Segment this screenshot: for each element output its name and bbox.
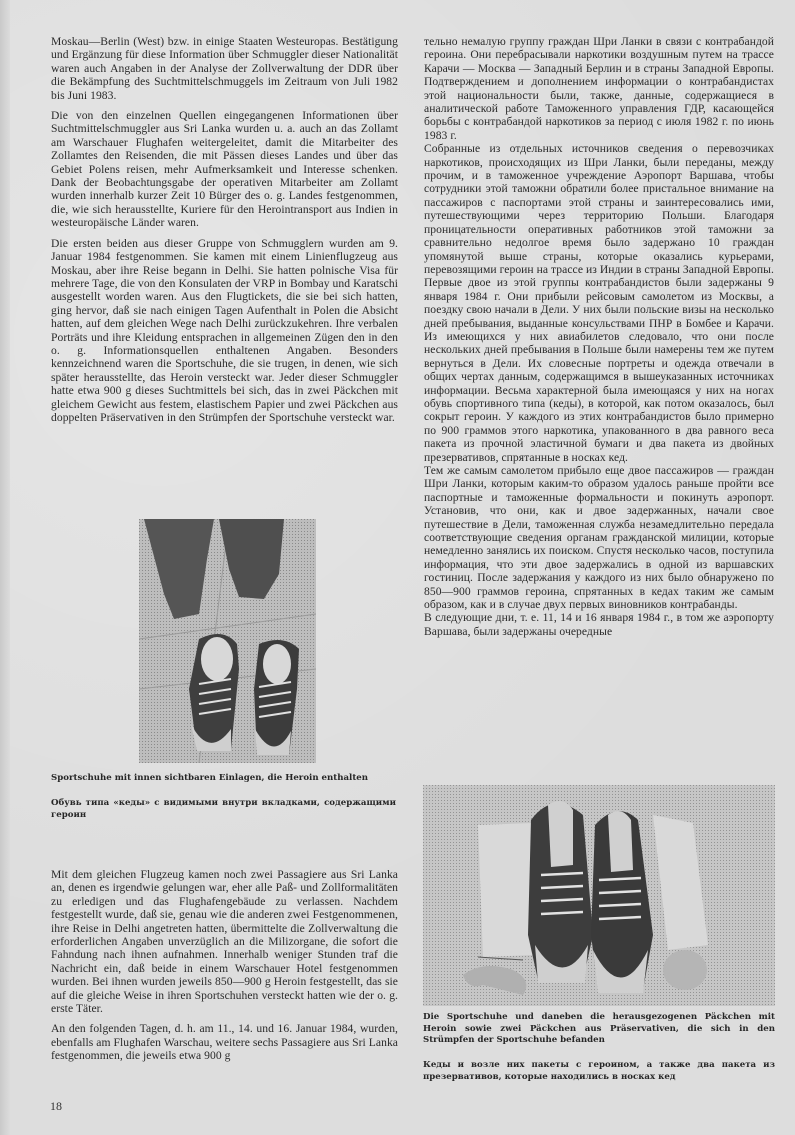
right-column-text	[424, 35, 774, 638]
photo-sneakers-worn	[139, 519, 316, 763]
paragraph: Die von den einzelnen Quellen eingegangenen Informationen über Suchtmittelschmuggler aus Sri Lanka wurden u. a. auch an das Zollamt am Warschauer Flughafen weitergeleitet, damit die Mitarbeiter des Zollamtes den Reisenden, die mit Pässen dieses Landes und über das Gebiet Polens reisen, mehr Aufmerksamkeit und Interesse schenken. Dank der Beobachtungsgabe der operativen Mitarbeiter am Zollamt wurden innerhalb kurzer Zeit 10 Bürger des o. g. Landes festgenommen, die, wie sich herausstellte, Kuriere für den Herointransport aus Indien in westeuropäische Länder waren.	[51, 109, 398, 230]
paragraph: Собранные из отдельных источников сведения о перевозчиках наркотиков, происходящих из Шри Ланки, были переданы, между прочим, и в таможенное учреждение Аэропорт Варшава, чтобы сотрудники этой таможни обратили более пристальное внимание на пассажиров с паспортами этой страны и заинтересовались ими, путешествующими через территорию Польши. Благодаря проницательности оперативных работников этой таможни за сравнительно недолгое время было задержано 10 граждан упомянутой выше страны, которые оказались курьерами, перевозящими героин на трассе из Индии в страны Западной Европы.	[424, 142, 774, 276]
paragraph: тельно немалую группу граждан Шри Ланки в связи с контрабандой героина. Они перебрасывали наркотики воздушным путем на трассе Карачи — Москва — Западный Берлин и в страны Западной Европы. Подтверждением и дополнением информации о контрабандистах этой национальности были, также, данные, содержащиеся в аналитической работе Таможенного управления ГДР, касающейся борьбы с контрабандой наркотиков за период с июля 1982 г. по июнь 1983 г.	[424, 35, 774, 142]
page-binding-edge	[0, 0, 10, 1135]
left-column-top-text	[51, 35, 398, 424]
paragraph: Mit dem gleichen Flugzeug kamen noch zwei Passagiere aus Sri Lanka an, denen es irgendwie gelungen war, eher alle Paß- und Zollformalitäten zu erledigen und das Flughafengebäude zu verlassen. Nachdem festgestellt wurde, daß sie, genau wie die anderen zwei Festgenommenen, ihre Reise in Delhi angetreten hatten, übermittelte die Zollverwaltung die erforderlichen Angaben unverzüglich an die Milizorgane, die sofort die Fahndung nach ihnen aufnahmen. Innerhalb weniger Stunden traf die Nachricht ein, daß beide in einem Warschauer Hotel festgenommen wurden. Bei ihnen wurden jeweils 850—900 g Heroin festgestellt, das sie auf die gleiche Weise in ihren Sportschuhen versteckt hatten wie der o. g. erste Täter.	[51, 868, 398, 1016]
paragraph: Moskau—Berlin (West) bzw. in einige Staaten Westeuropas. Bestätigung und Ergänzung für diese Information über Schmuggler dieser Nationalität waren auch Angaben in der Analyse der Zollverwaltung der DDR über die Bekämpfung des Suchtmittelschmuggels im Zeitraum von Juli 1982 bis Juni 1983.	[51, 35, 398, 102]
photo-caption-german: Sportschuhe mit innen sichtbaren Einlagen, die Heroin enthalten	[51, 773, 369, 783]
left-column-bottom-text	[51, 868, 398, 1063]
page-number: 18	[50, 1099, 62, 1113]
photo-caption-russian: Кеды и возле них пакеты с героином, а также два пакета из презервативов, которые находились в носках кед	[423, 1060, 775, 1082]
photo-sneakers-worn-image	[139, 519, 316, 763]
paragraph: Тем же самым самолетом прибыло еще двое пассажиров — граждан Шри Ланки, которым каким-то образом удалось раньше пройти все паспортные и таможенные формальности и покинуть аэропорт. Установив, что они, как и двое задержанных, начали свое путешествие в Дели, таможенная служба незамедлительно передала соответствующие сведения органам гражданской милиции, которые немедленно занялись их поиском. Спустя несколько часов, поступила информация, что эти двое задержались в одной из варшавских гостиниц. После задержания у каждого из них было обнаружено по 850—900 граммов героина, спрятанных в кедах таким же самым образом, как и в случае двух первых виновников контрабанды.	[424, 464, 774, 612]
photo-sneakers-with-packets	[423, 785, 775, 1006]
paragraph: В следующие дни, т. е. 11, 14 и 16 января 1984 г., в том же аэропорту Варшава, были задержаны очередные	[424, 611, 774, 638]
photo-caption-german: Die Sportschuhe und daneben die herausgezogenen Päckchen mit Heroin sowie zwei Päckchen aus Präservativen, die sich in den Strümpfen der Sportschuhe befanden	[423, 1012, 775, 1045]
paragraph: Die ersten beiden aus dieser Gruppe von Schmugglern wurden am 9. Januar 1984 festgenommen. Sie kamen mit einem Linienflugzeug aus Moskau, aber ihre Reise begann in Delhi. Sie hatten polnische Visa für mehrere Tage, die von den Konsulaten der VRP in Bombay und Karatschi ausgestellt worden waren. Aus den Flugtickets, die sie bei sich hatten, ging hervor, daß sie nach einigen Tagen Aufenthalt in Polen die Absicht hatten, auf dem gleichen Wege nach Delhi zurückzukehren. Ihre verbalen Porträts und ihre Kleidung entsprachen in allgemeinen Zügen den in den o. g. Informationsquellen enthaltenen Angaben. Besonders kennzeichnend waren die Sportschuhe, die sie trugen, in denen, wie sich später herausstellte, das Heroin versteckt war. Jeder dieser Schmuggler hatte etwa 900 g dieses Suchtmittels bei sich, das in zwei Päckchen mit gleichem Gewicht aus festem, elastischem Papier und zwei Päckchen aus doppelten Präservativen in den Strümpfen der Sportschuhe versteckt war.	[51, 236, 398, 424]
paragraph: An den folgenden Tagen, d. h. am 11., 14. und 16. Januar 1984, wurden, ebenfalls am Flughafen Warschau, weitere sechs Passagiere aus Sri Lanka festgenommen, die jeweils etwa 900 g	[51, 1022, 398, 1063]
photo-caption-russian: Обувь типа «кеды» с видимыми внутри вкладками, содержащими героин	[51, 798, 396, 820]
paragraph: Первые двое из этой группы контрабандистов были задержаны 9 января 1984 г. Они прибыли рейсовым самолетом из Москвы, а поездку свою начали в Дели. У них были польские визы на несколько дней пребывания, выданные консульствами ПНР в Бомбее и Карачи. Из имеющихся у них авиабилетов следовало, что они после нескольких дней пребывания в Польше были намерены тем же путем вернуться в Дели. Их словесные портреты и одежда отвечали в общих чертах данным, содержащимся в вышеуказанных источниках информации. Весьма характерной была имеющаяся у них на ногах обувь спортивного типа (кеды), в которой, как потом оказалось, был сокрыт героин. У каждого из этих контрабандистов было примерно по 900 граммов этого наркотика, упакованного в два равного веса пакета из прочной эластичной бумаги и два пакета из двойных презервативов, спрятанные в носках кед.	[424, 276, 774, 464]
photo-sneakers-with-packets-image	[423, 785, 775, 1006]
